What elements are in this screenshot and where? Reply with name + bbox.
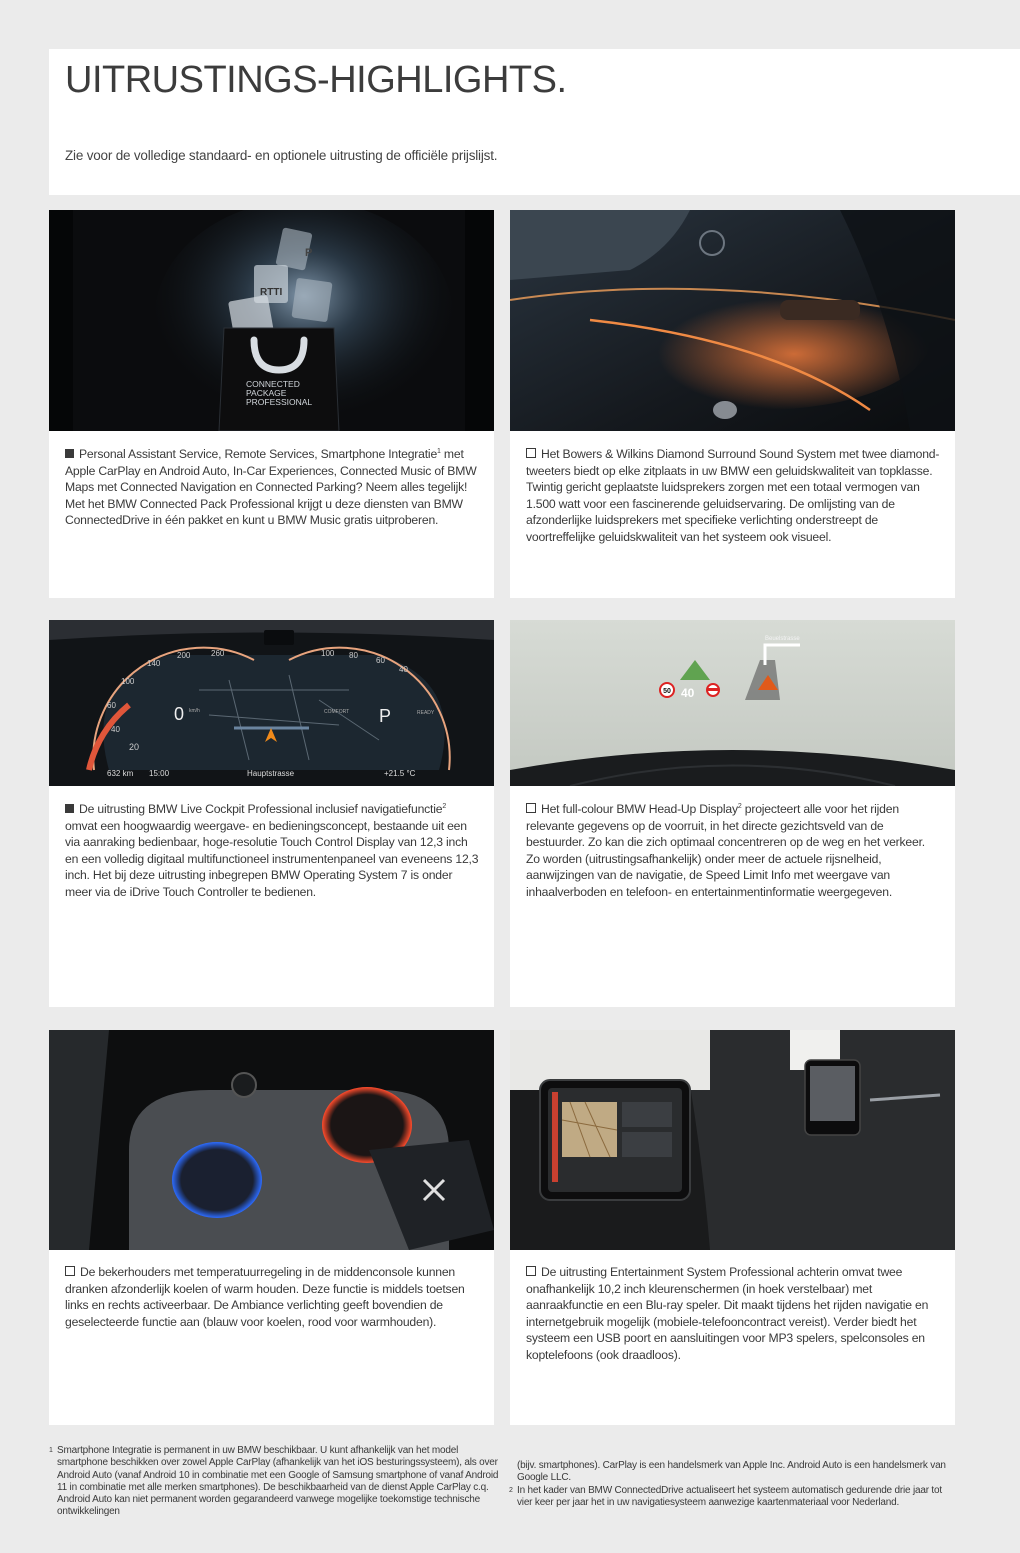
footnote-ref: 2	[737, 803, 742, 810]
rear-entertainment-image	[510, 1030, 955, 1250]
footnote-number: 2	[509, 1486, 513, 1494]
mode-label: COMFORT	[324, 709, 350, 715]
page-title: UITRUSTINGS-HIGHLIGHTS.	[65, 59, 567, 101]
card-connected-package	[49, 210, 494, 598]
card-rear-entertainment	[510, 1030, 955, 1425]
optional-equipment-icon	[526, 448, 536, 458]
ready-label: READY	[417, 710, 435, 716]
card-description: De uitrusting Entertainment System Professional achterin omvat twee onafhankelijk 10,2 inch kleurenschermen (in hoek verstelbaar) met aanraakfunctie en een Blu-ray speler. Dit maakt tijdens het rijden navigatie en internetgebruik mogelijk (mobiele-telefooncontract vereist). Verder biedt het systeem een USB poort en aansluitingen voor MP3 spelers, spelconsoles en koptelefoons (ook draadloos).	[526, 1265, 929, 1362]
power-tick-100: 100	[321, 649, 335, 658]
rtti-label: RTTI	[260, 287, 283, 298]
footnote-ref: 2	[442, 803, 447, 810]
card-description: De uitrusting BMW Live Cockpit Professional inclusief navigatiefunctie$^2$ omvat een hoogwaardig weergave- en bedieningsconcept, bestaande uit een via aanraking bedienbaar, hoge-resolutie Touch Control Display van 12,3 inch en een volledig digitaal multifunctioneel instrumentenpaneel van eveneens 12,3 inch. Het bij deze uitrusting inbegrepen BMW Operating System 7 is onder meer via de iDrive Touch Controller te bedienen.	[65, 802, 479, 899]
gear-readout: P	[379, 706, 392, 726]
speed-readout: 0	[174, 704, 185, 724]
footnote-number: 1	[49, 1447, 53, 1454]
card-description: Het full-colour BMW Head-Up Display$^2$ projecteert alle voor het rijden relevante gegevens op de voorruit, in het directe gezichtsveld van de bestuurder. Zo kan die zich optimaal concentreren op de weg en het verkeer. Zo worden (uitrustingsafhankelijk) onder meer de actuele rijsnelheid, aanwijzingen van de navigatie, de Speed Limit Info met weergave van inhaalverboden en telefoon- en entertainmentinformatie weergegeven.	[526, 802, 925, 899]
card-description: Het Bowers & Wilkins Diamond Surround Sound System met twee diamond-tweeters biedt op elke zitplaats in uw BMW een geluidskwaliteit van topklasse. Twintig gericht geplaatste luidsprekers zorgen met een totaal vermogen van 1.500 watt voor een fascinerende geluidservaring. De omlijsting van de afzonderlijke luidsprekers met specifieke verlichting onderstreept de voortreffelijke geluidskwaliteit van het systeem ook visueel.	[526, 447, 940, 544]
card-live-cockpit	[49, 620, 494, 1007]
standard-equipment-icon	[65, 804, 74, 813]
page-subtitle: Zie voor de volledige standaard- en optionele uitrusting de officiële prijslijst.	[65, 148, 498, 163]
tick-60: 60	[107, 701, 116, 710]
range-readout: 632 km	[107, 769, 134, 778]
time-readout: 15:00	[149, 769, 170, 778]
card-bowers-wilkins	[510, 210, 955, 598]
footnote-ref: 1	[437, 448, 441, 455]
bag-label-2: PACKAGE	[246, 388, 287, 398]
p-label: P	[305, 247, 313, 259]
power-tick-60: 60	[376, 656, 385, 665]
tick-100: 100	[121, 677, 135, 686]
tick-200: 200	[177, 651, 191, 660]
power-tick-80: 80	[349, 651, 358, 660]
power-tick-40: 40	[399, 665, 408, 674]
card-head-up-display	[510, 620, 955, 1007]
bag-label-3: PROFESSIONAL	[246, 397, 313, 407]
bag-label-1: CONNECTED	[246, 379, 300, 389]
hud-speed: 40	[681, 686, 695, 700]
tick-140: 140	[147, 659, 161, 668]
card-description: De bekerhouders met temperatuurregeling in de middenconsole kunnen dranken afzonderlijk koelen of warm houden. Deze functie is middels toetsen links en rechts activeerbaar. De Ambiance verlichting geeft bovendien de geselecteerde functie aan (blauw voor koelen, rood voor warmhouden).	[65, 1265, 465, 1329]
footnote-column-right	[509, 1460, 959, 1509]
optional-equipment-icon	[65, 1266, 75, 1276]
speed-unit: km/h	[189, 708, 200, 714]
optional-equipment-icon	[526, 803, 536, 813]
tick-40: 40	[111, 725, 120, 734]
tick-20: 20	[129, 742, 140, 752]
standard-equipment-icon	[65, 449, 74, 458]
head-up-display-image	[510, 620, 955, 786]
hud-street: Beuelstrasse	[765, 636, 800, 642]
connected-package-image	[49, 210, 494, 431]
footnote-1-continued: (bijv. smartphones). CarPlay is een handelsmerk van Apple Inc. Android Auto is een handelsmerk van Google LLC.	[517, 1460, 946, 1484]
footnote-2: 2 In het kader van BMW ConnectedDrive actualiseert het systeem automatisch gedurende drie jaar tot vier keer per jaar het in uw navigatiesysteem aanwezige kaartenmateriaal voor Nederland.	[509, 1484, 942, 1508]
card-description: Personal Assistant Service, Remote Services, Smartphone Integratie$^1$ met Apple CarPlay en Android Auto, In-Car Experiences, Connected Music of BMW Maps met Connected Navigation en Connected Parking? Neem alles tegelijk! Met het BMW Connected Pack Professional krijgt u deze diensten van BMW ConnectedDrive in één pakket en kunt u BMW Music gratis uitproberen.	[65, 447, 477, 528]
header-panel	[49, 49, 1020, 195]
card-cupholders	[49, 1030, 494, 1425]
hud-speed-limit: 50	[663, 688, 671, 695]
footnote-column-left	[49, 1445, 504, 1519]
optional-equipment-icon	[526, 1266, 536, 1276]
temperature-readout: +21.5 °C	[384, 769, 416, 778]
bowers-wilkins-image	[510, 210, 955, 431]
street-readout: Hauptstrasse	[247, 769, 295, 778]
footnote-1: 1 Smartphone Integratie is permanent in uw BMW beschikbaar. U kunt afhankelijk van het model smartphone beschikken over zowel Apple CarPlay (afhankelijk van het iOS besturingssysteem), als over Android Auto (vanaf Android 10 in combinatie met een Google of Samsung smartphone of vanaf Android 11 in combinatie met alle merken smartphones). De beschikbaarheid van de dienst Apple CarPlay c.q. Android Auto kan niet permanent worden gegarandeerd vanwege mogelijke toekomstige technische ontwikkelingen	[49, 1445, 499, 1518]
tick-260: 260	[211, 649, 225, 658]
live-cockpit-image	[49, 620, 494, 786]
cupholders-image	[49, 1030, 494, 1250]
